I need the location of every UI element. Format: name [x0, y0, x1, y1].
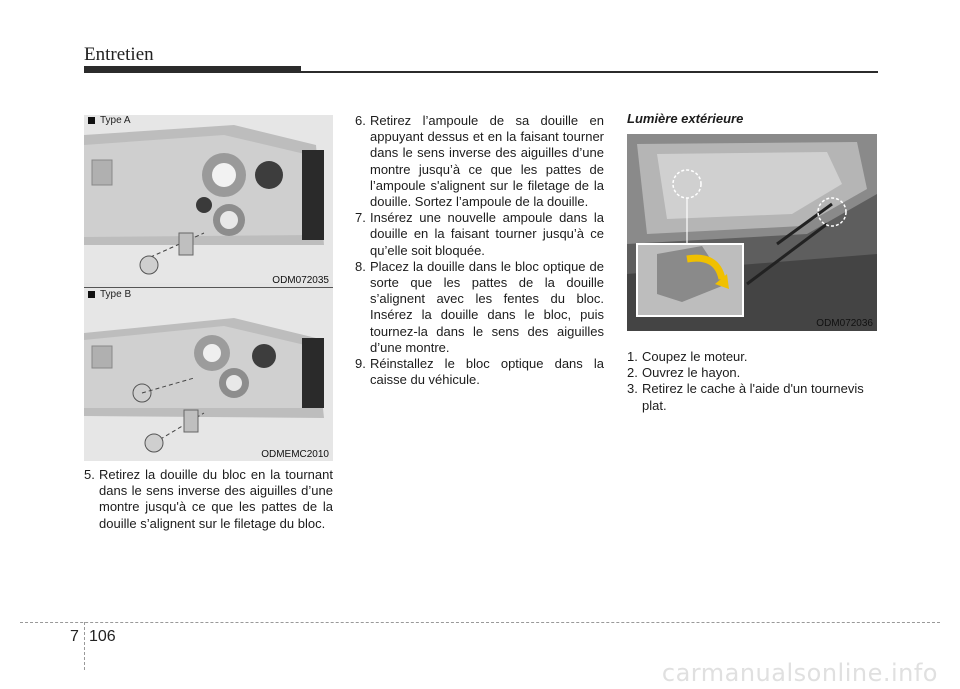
column-2-text [355, 113, 604, 388]
step-text: Insérez une nouvelle ampoule dans la douille en la faisant tourner jusqu’à ce qu’elle soit bloquée. [370, 210, 604, 258]
figure-code-exterior: ODM072036 [816, 318, 873, 329]
chapter-number: 7 [70, 628, 79, 645]
step-number: 2. [627, 365, 638, 381]
headlamp-type-b-illustration [84, 288, 333, 461]
figure-type-b [84, 288, 333, 461]
bullet-square-icon [88, 291, 95, 298]
header-rule-thin [84, 71, 878, 73]
figure-code-type-a: ODM072035 [272, 275, 329, 286]
step-number: 8. [355, 258, 366, 274]
step-2 [627, 365, 879, 381]
step-text: Coupez le moteur. [642, 349, 748, 364]
headlamp-type-a-illustration [84, 115, 333, 287]
type-a-label [88, 115, 131, 126]
step-text: Placez la douille dans le bloc optique de sorte que les pattes de la douille s’alignent avec les fentes du bloc. Insérez la douille dans le bloc, puis tournez-la dans le sens des aiguilles d’une montre. [370, 258, 604, 355]
figure-exterior-light [627, 134, 877, 331]
step-text: Retirez l’ampoule de sa douille en appuyant dessus et en la faisant tourner dans le sens inverse des aiguilles d’une montre jusqu’à ce que les pattes de l’ampoule s'alignent sur le filetage de la douille. Sortez l’ampoule de la douille. [370, 113, 604, 210]
step-1 [627, 349, 879, 365]
type-b-label [88, 289, 131, 300]
step-number: 6. [355, 113, 366, 128]
bullet-square-icon [88, 117, 95, 124]
step-7 [355, 210, 604, 259]
step-6 [355, 113, 604, 210]
type-a-label-text: Type A [100, 115, 131, 126]
step-text: Retirez le cache à l'aide d'un tournevis plat. [642, 381, 864, 413]
figure-code-type-b: ODMEMC2010 [261, 449, 329, 460]
step-9 [355, 356, 604, 388]
step-8 [355, 259, 604, 356]
column-1-text [84, 467, 333, 532]
column-3-text [627, 349, 879, 414]
step-number: 3. [627, 381, 638, 397]
type-b-label-text: Type B [100, 289, 132, 300]
step-5 [84, 467, 333, 532]
figure-type-a [84, 115, 333, 287]
page-number: 106 [89, 628, 116, 645]
step-number: 1. [627, 349, 638, 364]
step-text: Retirez la douille du bloc en la tournant dans le sens inverse des aiguilles d’une montre jusqu'à ce que les pattes de la douille s’alignent sur le filetage du bloc. [99, 467, 333, 531]
step-text: Ouvrez le hayon. [642, 365, 741, 381]
section-title-exterior-light: Lumière extérieure [627, 111, 744, 126]
page-header-title: Entretien [84, 44, 154, 65]
step-number: 7. [355, 210, 366, 226]
step-3 [627, 381, 879, 413]
step-number: 5. [84, 467, 95, 482]
step-number: 9. [355, 356, 366, 372]
step-text: Réinstallez le bloc optique dans la caisse du véhicule. [370, 356, 604, 388]
tailgate-illustration [627, 134, 877, 331]
footer-divider [84, 622, 85, 670]
watermark: carmanualsonline.info [661, 659, 938, 687]
footer-rule [20, 622, 940, 623]
